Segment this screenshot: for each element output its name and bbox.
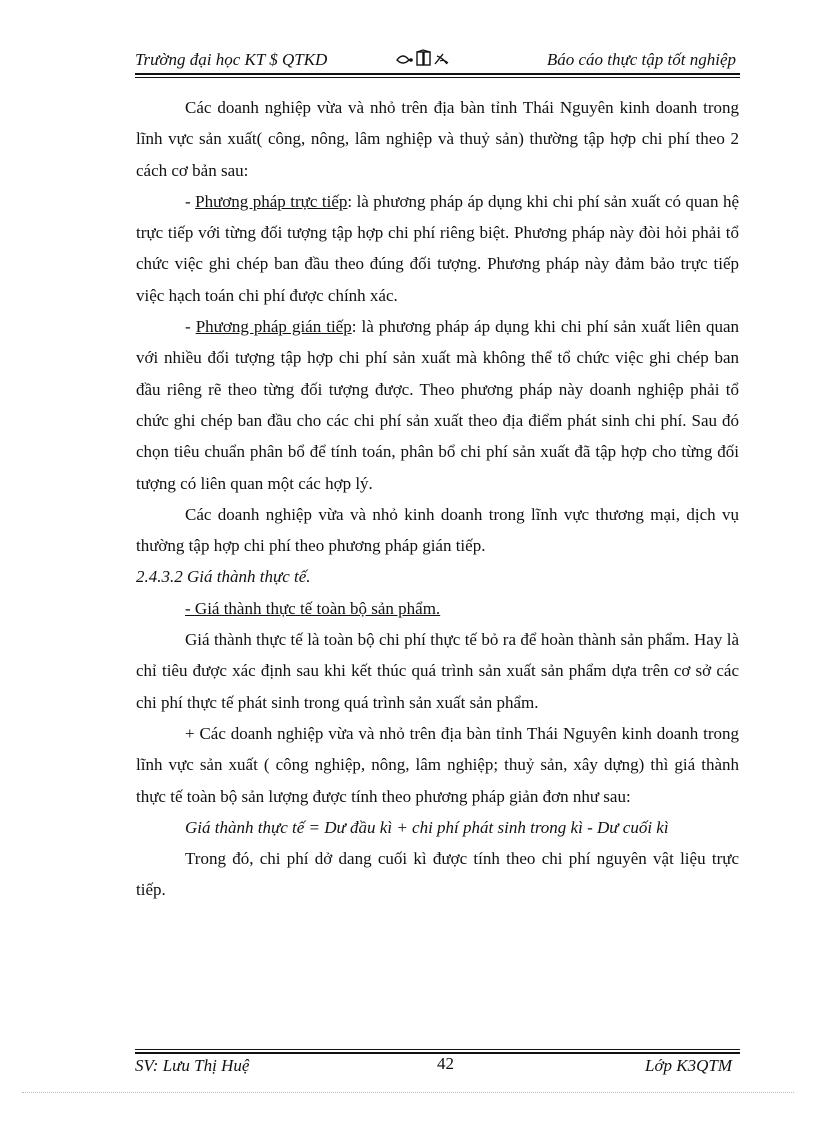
document-body [136, 92, 739, 906]
paragraph-intro: Các doanh nghiệp vừa và nhỏ trên địa bàn tỉnh Thái Nguyên kinh doanh trong lĩnh vực sản xuất( công, nông, lâm nghiệp và thuỷ sản) thường tập hợp chi phí theo 2 cách cơ bản sau: [136, 98, 739, 180]
paragraph-trade-services: Các doanh nghiệp vừa và nhỏ kinh doanh trong lĩnh vực thương mại, dịch vụ thường tập hợp chi phí theo phương pháp gián tiếp. [136, 504, 739, 556]
ornament-icon [393, 48, 455, 70]
footer-class: Lớp K3QTM [644, 1056, 732, 1075]
page-edge [22, 1092, 794, 1093]
section-heading: 2.4.3.2 Giá thành thực tế. [136, 567, 311, 587]
paragraph-actual-cost: Giá thành thực tế là toàn bộ chi phí thực tế bỏ ra để hoàn thành sản phẩm. Hay là chỉ tiêu được xác định sau khi kết thúc quá trình sản xuất sản phẩm dựa trên cơ sở các chi phí thực tế phát sinh trong quá trình sản xuất sản phẩm. [136, 630, 739, 712]
page-number: 42 [437, 1054, 454, 1073]
header-report-title: Báo cáo thực tập tốt nghiệp [546, 50, 736, 69]
paragraph-direct-method: - Phương pháp trực tiếp: là phương pháp áp dụng khi chi phí sản xuất có quan hệ trực tiếp với từng đối tượng tập hợp chi phí riêng biệt. Phương pháp này đòi hỏi phải tổ chức việc ghi chép ban đầu theo đúng đối tượng. Phương pháp này đảm bảo trực tiếp việc hạch toán chi phí được chính xác. [136, 191, 739, 305]
footer-rule-thin [135, 1049, 740, 1050]
header-school: Trường đại học KT $ QTKD [135, 50, 328, 69]
subheading: - Giá thành thực tế toàn bộ sản phẩm. [185, 598, 441, 618]
paragraph-production-sector: + Các doanh nghiệp vừa và nhỏ trên địa bàn tỉnh Thái Nguyên kinh doanh trong lĩnh vực sản xuất ( công nghiệp, nông, lâm nghiệp; thuỷ sản, xây dựng) thì giá thành thực tế toàn bộ sản lượng được tính theo phương pháp giản đơn như sau: [136, 723, 739, 806]
footer-student: SV: Lưu Thị Huệ [135, 1056, 250, 1075]
page-footer [135, 1054, 740, 1078]
term-indirect-method: Phương pháp gián tiếp [195, 317, 352, 337]
term-direct-method: Phương pháp trực tiếp [195, 191, 348, 211]
page-header [135, 48, 740, 74]
cost-formula: Giá thành thực tế = Dư đầu kì + chi phí phát sinh trong kì - Dư cuối kì [185, 817, 669, 837]
header-rule-thin [135, 77, 740, 78]
paragraph-wip-cost: Trong đó, chi phí dở dang cuối kì được tính theo chi phí nguyên vật liệu trực tiếp. [136, 849, 739, 900]
header-rule [135, 73, 740, 75]
paragraph-indirect-method: - Phương pháp gián tiếp: là phương pháp áp dụng khi chi phí sản xuất liên quan với nhiều đối tượng tập hợp chi phí sản xuất mà không thể tổ chức việc ghi chép ban đầu riêng rẽ theo từng đối tượng được. Theo phương pháp này doanh nghiệp phải tổ chức ghi chép ban đầu cho các chi phí sản xuất theo địa điểm phát sinh chi phí. Sau đó chọn tiêu chuẩn phân bổ để tính toán, phân bổ chi phí sản xuất đã tập hợp cho từng đối tượng có liên quan một các hợp lý. [136, 317, 739, 493]
